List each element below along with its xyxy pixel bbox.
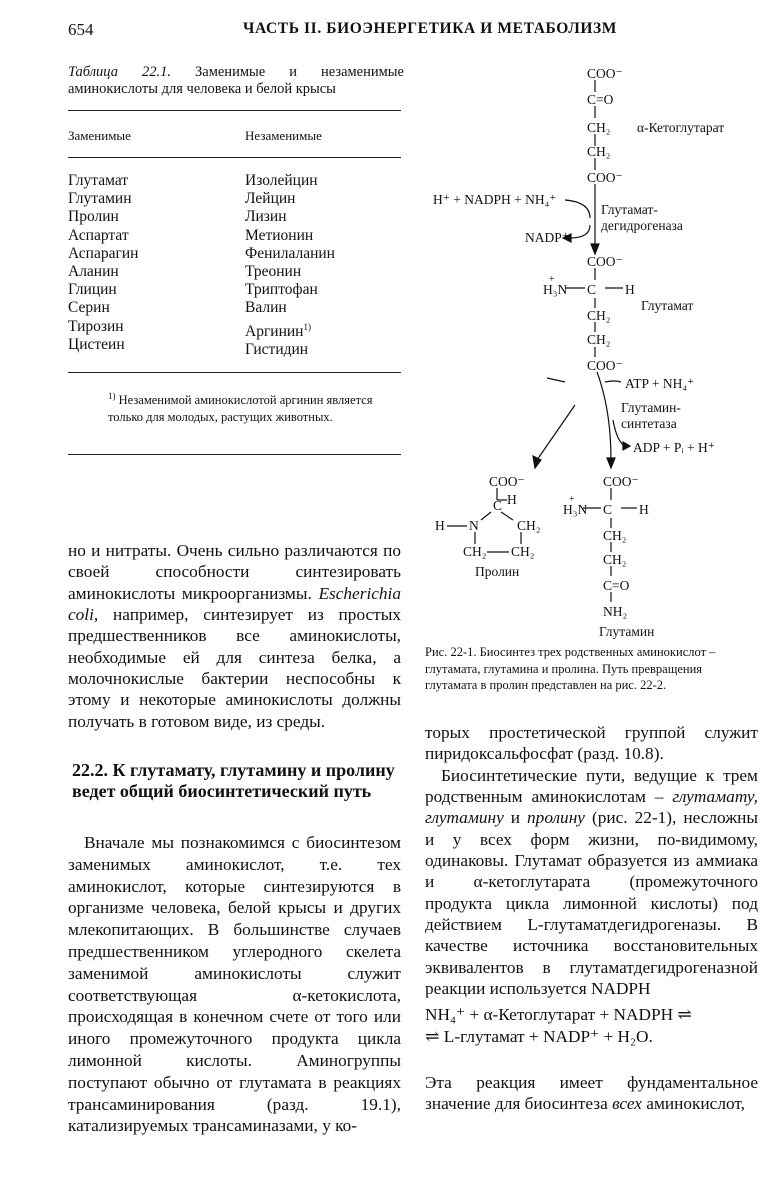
svg-text:H: H [435, 518, 445, 533]
label-proline: Пролин [475, 564, 520, 579]
svg-text:NH₂: NH₂ [603, 604, 628, 619]
table-header-rule [68, 157, 401, 158]
col1-item: Тирозин [68, 317, 124, 335]
svg-text:H: H [625, 282, 635, 297]
col2-item: Валин [245, 299, 287, 317]
table-col-essential [245, 172, 335, 359]
col2-item: Гистидин [245, 340, 309, 358]
enzyme-2-line2: синтетаза [621, 416, 677, 431]
col2-item: Фенилаланин [245, 244, 335, 262]
svg-text:+: + [549, 274, 555, 285]
col1-item: Серин [68, 299, 110, 317]
cofactor-in-2: ATP + NH₄⁺ [625, 376, 695, 391]
svg-text:CH₂: CH₂ [603, 552, 627, 567]
table-col2-header: Незаменимые [245, 128, 322, 143]
col1-item: Глицин [68, 281, 117, 299]
col1-item: Аспартат [68, 226, 129, 244]
svg-text:CH₂: CH₂ [517, 518, 541, 533]
col1-item: Цистеин [68, 335, 125, 353]
svg-text:C: C [603, 502, 613, 517]
right-final-paragraph [425, 1072, 758, 1115]
biosynthesis-figure [425, 60, 760, 642]
col2-item: Изолейцин [245, 172, 318, 189]
right-paragraph [425, 765, 758, 1000]
footnote-rule [68, 454, 401, 455]
svg-text:CH₂: CH₂ [587, 332, 611, 347]
col1-item: Глутамин [68, 190, 132, 208]
svg-text:H₃N: H₃N [563, 502, 588, 517]
svg-text:CH₂: CH₂ [587, 308, 611, 323]
svg-text:+: + [569, 494, 575, 505]
left-intro-paragraph [68, 540, 401, 732]
section-heading [72, 760, 402, 802]
cofactor-out-1: NADP⁺ [525, 230, 569, 245]
page-number: 654 [68, 20, 94, 39]
col1-item: Пролин [68, 208, 119, 226]
label-glutamate: Глутамат [641, 298, 694, 313]
col1-item: Глутамат [68, 172, 129, 189]
cofactor-in-1: H⁺ + NADPH + NH₄⁺ [433, 192, 557, 207]
right-para-b: (рис. 22-1), несложны и у всех форм жизни, по-видимому, одинаковы. Глутамат образуется из аммиака и α-кетоглутарата (промежуточного продукта цикла лимонной кислоты) под действием L-глутаматдегидрогеназы. В качестве источника восстановительных эквивалентов в глутаматдегидрогеназной реакции используется NADPH [425, 808, 759, 999]
enzyme-1-line1: Глутамат- [601, 202, 658, 217]
svg-text:CH₂: CH₂ [587, 144, 611, 159]
cofactor-out-2: ADP + Pᵢ + H⁺ [633, 440, 715, 455]
col2-item: Аргинин [245, 322, 304, 340]
running-title: ЧАСТЬ II. БИОЭНЕРГЕТИКА И МЕТАБОЛИЗМ [243, 20, 618, 37]
col2-item: Триптофан [245, 281, 318, 299]
equation [425, 1004, 692, 1048]
svg-text:COO⁻: COO⁻ [587, 66, 623, 81]
table-top-rule [68, 110, 401, 111]
svg-text:COO⁻: COO⁻ [587, 254, 623, 269]
footnote-mark: 1) [108, 391, 116, 401]
left-intro-species: Escherichia coli, [68, 583, 401, 625]
table-caption [68, 64, 404, 98]
svg-text:COO⁻: COO⁻ [587, 358, 623, 373]
left-paragraph-2-text: Вначале мы познакомимся с биосинтезом заменимых аминокислот, т.е. тех аминокислот, которые синтезируются в организме человека, белой крысы и других млекопитающих. В большинстве случаев предшественником углеродного скелета заменимой аминокислоты служит соответствующая α-кетокислота, происходящая в конечном счете от того или иного промежуточного продукта цикла лимонной кислоты. Аминогруппы поступают обычно от глутамата в реакциях трансаминирования (разд. 19.1), катализируемых трансаминазами, у ко- [68, 833, 401, 1136]
svg-text:CH₂: CH₂ [587, 120, 611, 135]
right-final-b: аминокислот, [646, 1094, 745, 1114]
section-title: К глутамату, глутамину и пролину ведет общий биосинтетический путь [72, 760, 395, 801]
svg-text:COO⁻: COO⁻ [587, 170, 623, 185]
svg-text:C: C [587, 282, 597, 297]
right-body [425, 722, 758, 999]
table-footnote-ref: 1) [303, 321, 311, 332]
enzyme-1-line2: дегидрогеназа [601, 218, 683, 233]
right-continuation: торых простетической группой служит пиридоксальфосфат (разд. 10.8). [425, 723, 758, 764]
section-number: 22.2. [72, 760, 108, 780]
right-final-italic: всех [612, 1094, 642, 1114]
col1-item: Аланин [68, 263, 119, 281]
svg-text:N: N [469, 518, 479, 533]
svg-text:CH₂: CH₂ [511, 544, 535, 559]
col1-item: Аспарагин [68, 244, 139, 262]
col2-item: Треонин [245, 263, 302, 281]
left-paragraph-2 [68, 832, 401, 1137]
right-italic-glutamine: глутамину [425, 808, 504, 828]
right-italic-glutamate: глутамату, [672, 787, 758, 807]
right-and: и [510, 808, 521, 828]
table-bottom-rule [68, 372, 401, 373]
figure-caption: Рис. 22-1. Биосинтез трех родственных аминокислот – глутамата, глутамина и пролина. Путь превращения глутамата в пролин представлен на рис. 22-2. [425, 645, 716, 692]
table-col1-header: Заменимые [68, 128, 131, 143]
table-footnote [108, 388, 398, 425]
enzyme-2-line1: Глутамин- [621, 400, 681, 415]
table-caption-label: Таблица 22.1. [68, 64, 171, 80]
right-para-a: Биосинтетические пути, ведущие к трем родственным аминокислотам – [425, 765, 758, 807]
svg-text:H: H [507, 492, 517, 507]
left-intro-rest: например, синтезирует из простых предшественников все аминокислоты, необходимые ей для синтеза белка, а молочнокислые бактерии неспособны к этому и некоторые аминокислоты должны получать в готовом виде, из среды. [68, 605, 401, 731]
left-intro-text: но и нитраты. Очень сильно различаются по своей способности синтезировать аминокислоты микроорганизмы. [68, 541, 401, 603]
label-ketoglutarate: α-Кетоглутарат [637, 120, 725, 135]
svg-text:C: C [493, 498, 503, 513]
svg-text:CH₂: CH₂ [463, 544, 487, 559]
svg-text:COO⁻: COO⁻ [489, 474, 525, 489]
svg-text:H: H [639, 502, 649, 517]
right-final-a: Эта реакция имеет фундаментальное значение для биосинтеза [425, 1073, 758, 1114]
svg-text:C=O: C=O [603, 578, 630, 593]
col2-item: Метионин [245, 226, 314, 244]
equation-line-1: NH₄⁺ + α-Кетоглутарат + NADPH ⇌ [425, 1005, 692, 1024]
svg-text:H₃N: H₃N [543, 282, 568, 297]
col2-item: Лейцин [245, 190, 296, 208]
svg-text:CH₂: CH₂ [603, 528, 627, 543]
svg-text:C=O: C=O [587, 92, 614, 107]
col2-item: Лизин [245, 208, 287, 226]
table-col-replaceable [68, 172, 138, 354]
svg-text:COO⁻: COO⁻ [603, 474, 639, 489]
footnote-text: Незаменимой аминокислотой аргинин является только для молодых, растущих животных. [108, 393, 373, 424]
label-glutamine: Глутамин [599, 624, 655, 639]
table-caption-text: Заменимые и незаменимые аминокислоты для человека и белой крысы [68, 64, 404, 97]
right-italic-proline: пролину [527, 808, 585, 828]
equation-line-2: ⇌ L-глутамат + NADP⁺ + H₂O. [425, 1027, 653, 1046]
